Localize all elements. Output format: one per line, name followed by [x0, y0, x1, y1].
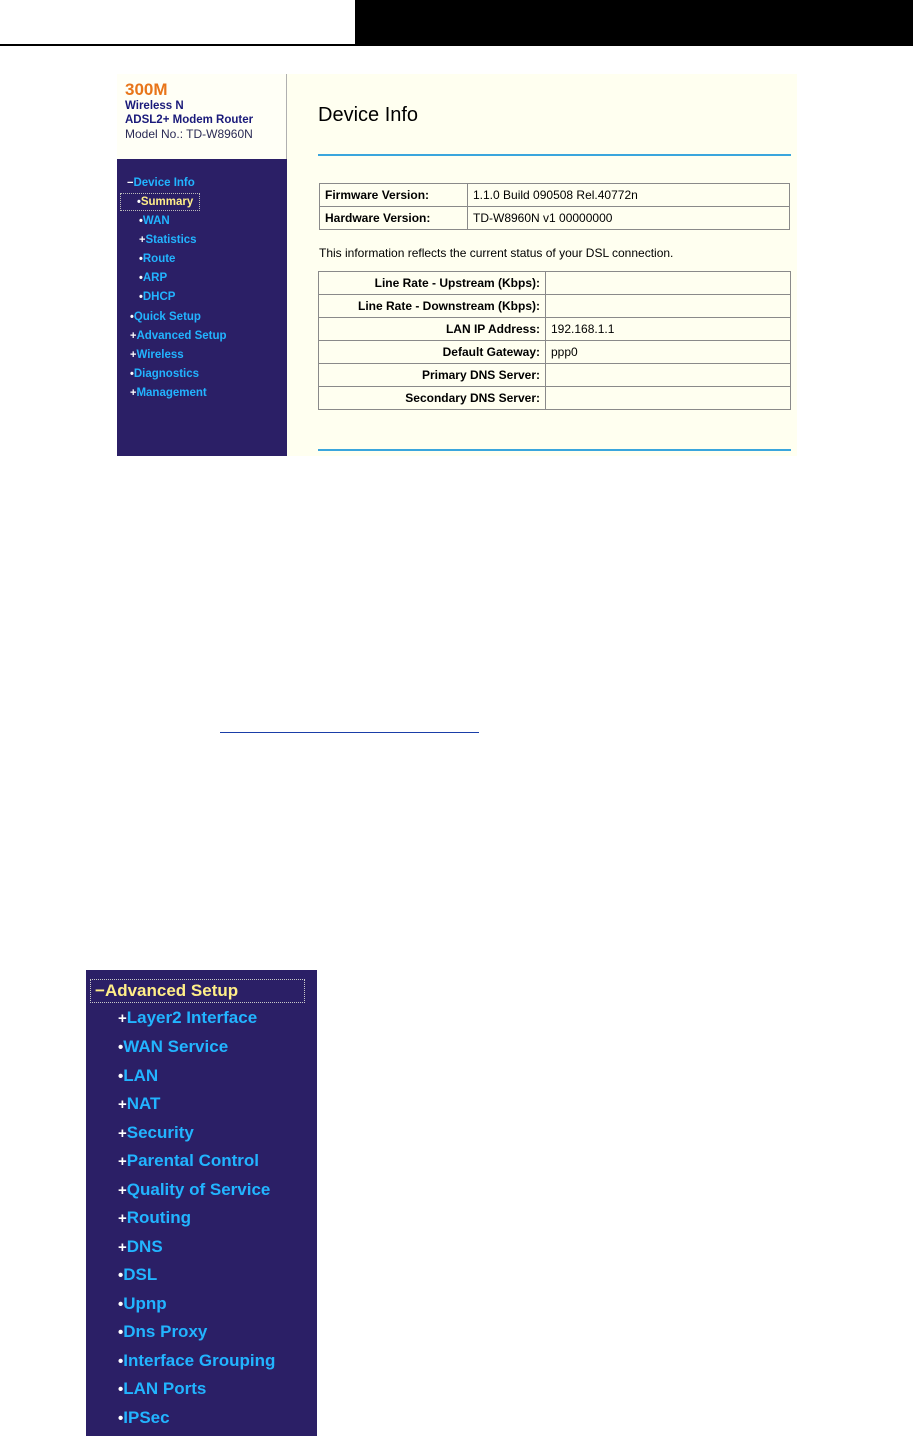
bullet-icon: •: [118, 1267, 124, 1284]
hardware-value: TD-W8960N v1 00000000: [468, 207, 790, 230]
menu-item-label: Advanced Setup: [104, 981, 239, 1000]
expand-icon: +: [130, 349, 137, 361]
table-row: [319, 341, 791, 364]
bullet-icon: •: [118, 1039, 124, 1056]
table-row: [319, 364, 791, 387]
bottom-divider: [318, 449, 791, 451]
menu-item-label: Dns Proxy: [123, 1322, 208, 1341]
menu-item-interface-grouping[interactable]: [118, 1349, 275, 1373]
sidebar-item-label: ARP: [142, 272, 168, 284]
sidebar-item-label: Advanced Setup: [136, 330, 227, 342]
sidebar-item-diagnostics[interactable]: [130, 365, 199, 383]
menu-item-label: Routing: [126, 1208, 191, 1227]
bullet-icon: •: [139, 291, 143, 303]
sidebar-item-label: Device Info: [133, 177, 195, 189]
bullet-icon: •: [118, 1410, 124, 1427]
menu-item-label: LAN: [123, 1066, 159, 1085]
sidebar-item-label: DHCP: [142, 291, 176, 303]
table-row: [320, 207, 790, 230]
sidebar-item-wan[interactable]: [139, 212, 170, 230]
brand-line-wireless: Wireless N: [125, 100, 184, 112]
menu-item-lan[interactable]: [118, 1064, 158, 1088]
dsl-status-table: [318, 271, 791, 410]
sidebar: [117, 74, 287, 456]
sidebar-item-quick-setup[interactable]: [130, 308, 201, 326]
collapse-icon: −: [127, 177, 134, 189]
firmware-value: 1.1.0 Build 090508 Rel.40772n: [468, 184, 790, 207]
page-title: Device Info: [318, 104, 419, 126]
menu-item-quality-of-service[interactable]: [118, 1178, 270, 1202]
menu-item-label: Parental Control: [126, 1151, 260, 1170]
sidebar-item-label: WAN: [142, 215, 170, 227]
menu-item-routing[interactable]: [118, 1206, 191, 1230]
bullet-icon: •: [118, 1381, 124, 1398]
brand-line-adsl: ADSL2+ Modem Router: [125, 114, 254, 126]
menu-item-label: Interface Grouping: [123, 1351, 276, 1370]
expand-icon: +: [118, 1182, 127, 1199]
sidebar-item-label: Diagnostics: [133, 368, 200, 380]
bullet-icon: •: [118, 1296, 124, 1313]
bullet-icon: •: [139, 215, 143, 227]
bullet-icon: •: [139, 272, 143, 284]
expand-icon: +: [130, 387, 137, 399]
menu-item-dns[interactable]: [118, 1235, 163, 1259]
table-row: [319, 272, 791, 295]
menu-item-parental-control[interactable]: [118, 1149, 259, 1173]
brand-model: Model No.: TD-W8960N: [125, 127, 253, 141]
menu-item-label: DNS: [126, 1237, 163, 1256]
menu-item-label: LAN Ports: [123, 1379, 207, 1398]
expand-icon: +: [130, 330, 137, 342]
row-label: Line Rate - Downstream (Kbps):: [319, 295, 546, 318]
brand-speed: 300M: [125, 80, 168, 99]
row-value: [546, 295, 791, 318]
page-header-rule: [0, 44, 913, 46]
device-info-screenshot: [117, 74, 797, 456]
expand-icon: +: [118, 1239, 127, 1256]
table-row: [320, 184, 790, 207]
sidebar-item-label: Statistics: [145, 234, 197, 246]
sidebar-item-route[interactable]: [139, 250, 175, 268]
advanced-setup-menu-screenshot: [86, 970, 317, 1436]
sidebar-item-dhcp[interactable]: [139, 288, 175, 306]
menu-item-dns-proxy[interactable]: [118, 1320, 207, 1344]
menu-item-dsl[interactable]: [118, 1263, 157, 1287]
sidebar-item-management[interactable]: [130, 384, 207, 402]
menu-item-layer2-interface[interactable]: [118, 1006, 257, 1030]
row-value: ppp0: [546, 341, 791, 364]
menu-item-label: DSL: [123, 1265, 158, 1284]
sidebar-item-advanced-setup[interactable]: [130, 327, 227, 345]
expand-icon: +: [139, 234, 146, 246]
sidebar-item-label: Management: [136, 387, 207, 399]
menu-item-label: Security: [126, 1123, 194, 1142]
title-divider: [318, 154, 791, 156]
menu-item-ipsec[interactable]: [118, 1406, 170, 1430]
row-value: [546, 364, 791, 387]
row-value: [546, 272, 791, 295]
row-value: [546, 387, 791, 410]
bullet-icon: •: [118, 1068, 124, 1085]
menu-item-label: IPSec: [123, 1408, 170, 1427]
status-note: This information reflects the current status of your DSL connection.: [319, 246, 674, 260]
collapse-icon: −: [95, 981, 105, 1000]
sidebar-item-device-info[interactable]: [127, 174, 195, 192]
row-label: Line Rate - Upstream (Kbps):: [319, 272, 546, 295]
menu-item-label: NAT: [126, 1094, 161, 1113]
row-value: 192.168.1.1: [546, 318, 791, 341]
page-header-bar: [355, 0, 913, 44]
bullet-icon: •: [118, 1353, 124, 1370]
sidebar-item-summary[interactable]: [120, 193, 200, 211]
hyperlink-underline[interactable]: [220, 732, 479, 733]
menu-item-wan-service[interactable]: [118, 1035, 228, 1059]
menu-item-label: Layer2 Interface: [126, 1008, 258, 1027]
bullet-icon: •: [130, 368, 134, 380]
sidebar-item-wireless[interactable]: [130, 346, 184, 364]
bullet-icon: •: [139, 253, 143, 265]
table-row: [319, 318, 791, 341]
bullet-icon: •: [137, 196, 141, 208]
sidebar-item-label: Quick Setup: [133, 311, 201, 323]
expand-icon: +: [118, 1010, 127, 1027]
sidebar-item-label: Summary: [140, 196, 194, 208]
bullet-icon: •: [118, 1324, 124, 1341]
menu-item-label: WAN Service: [123, 1037, 229, 1056]
version-table: [319, 183, 790, 230]
menu-item-nat[interactable]: [118, 1092, 160, 1116]
menu-item-upnp[interactable]: [118, 1292, 167, 1316]
sidebar-item-arp[interactable]: [139, 269, 167, 287]
table-row: [319, 295, 791, 318]
menu-item-advanced-setup[interactable]: [90, 979, 305, 1003]
brand-panel: [117, 74, 287, 159]
menu-item-security[interactable]: [118, 1121, 194, 1145]
menu-item-label: Upnp: [123, 1294, 167, 1313]
firmware-label: Firmware Version:: [320, 184, 468, 207]
hardware-label: Hardware Version:: [320, 207, 468, 230]
expand-icon: +: [118, 1096, 127, 1113]
expand-icon: +: [118, 1210, 127, 1227]
sidebar-item-label: Wireless: [136, 349, 184, 361]
expand-icon: +: [118, 1153, 127, 1170]
table-row: [319, 387, 791, 410]
expand-icon: +: [118, 1125, 127, 1142]
sidebar-item-statistics[interactable]: [139, 231, 197, 249]
menu-item-lan-ports[interactable]: [118, 1377, 206, 1401]
row-label: Default Gateway:: [319, 341, 546, 364]
row-label: Secondary DNS Server:: [319, 387, 546, 410]
row-label: LAN IP Address:: [319, 318, 546, 341]
row-label: Primary DNS Server:: [319, 364, 546, 387]
bullet-icon: •: [130, 311, 134, 323]
sidebar-item-label: Route: [142, 253, 176, 265]
menu-item-label: Quality of Service: [126, 1180, 271, 1199]
main-panel: [287, 74, 797, 456]
